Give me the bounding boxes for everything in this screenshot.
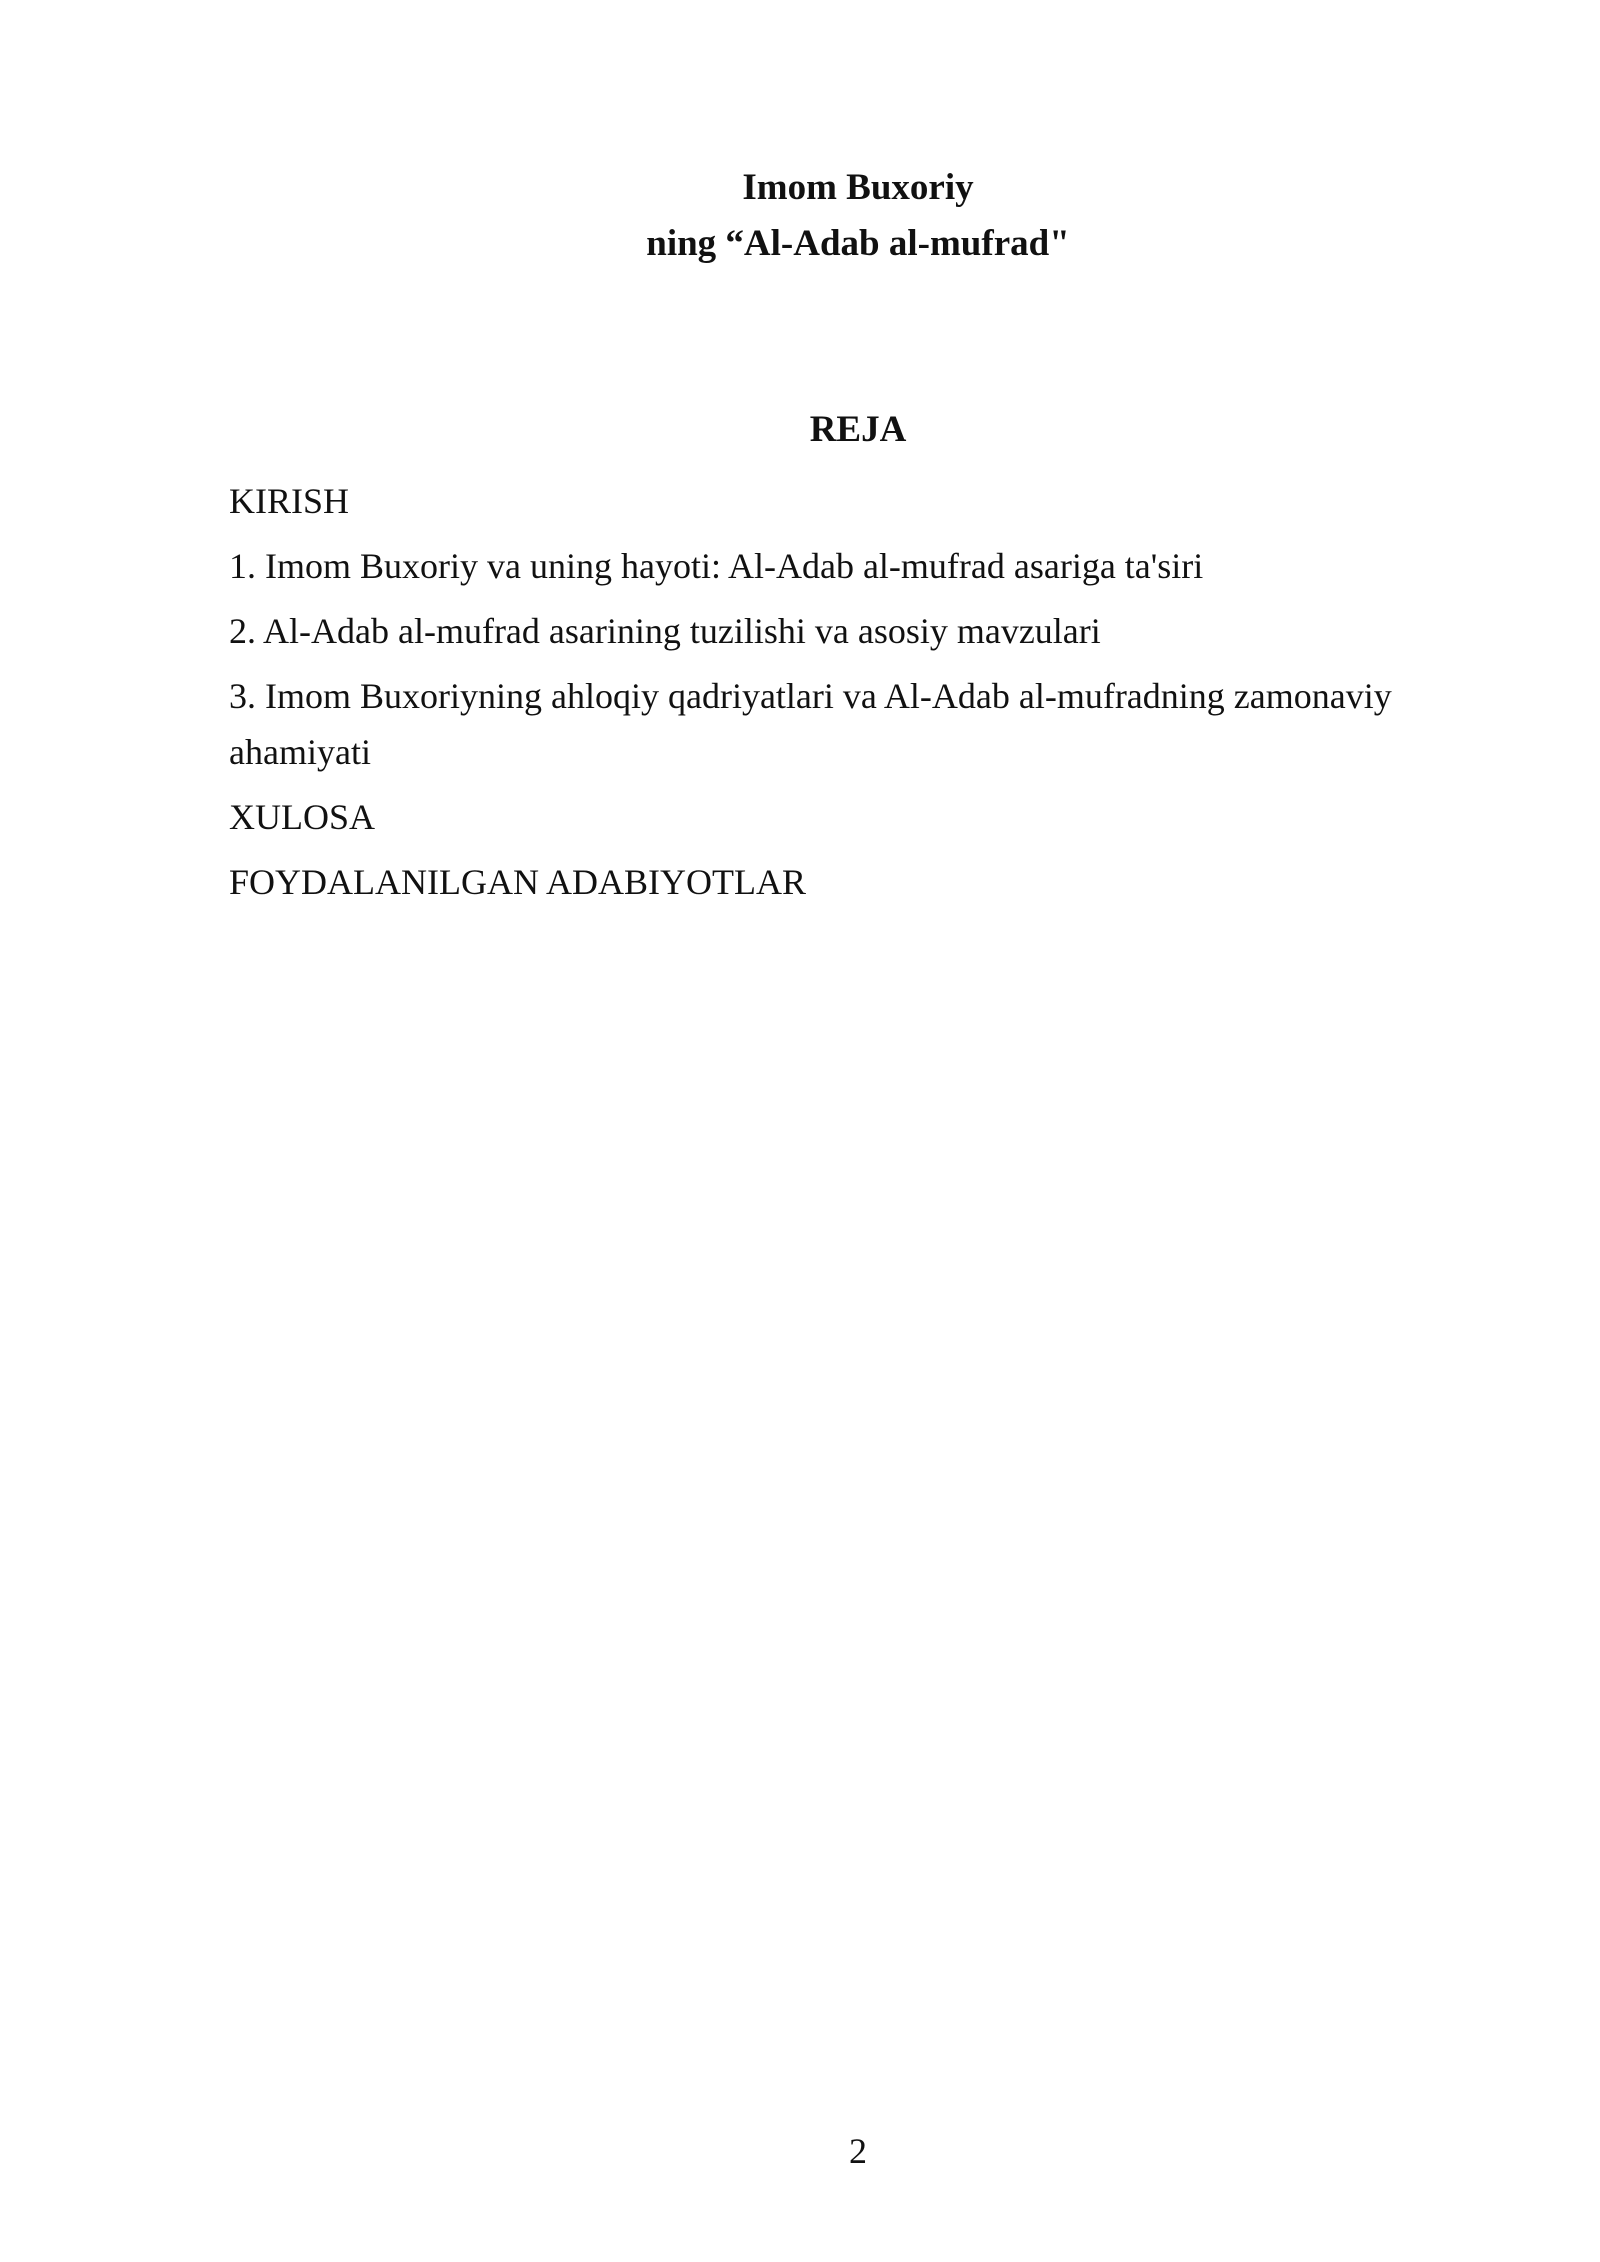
page-number: 2 <box>849 2131 867 2171</box>
plan-item-references: FOYDALANILGAN ADABIYOTLAR <box>229 862 806 902</box>
plan-item-1: 1. Imom Buxoriy va uning hayoti: Al-Adab al-mufrad asariga ta'siri <box>229 546 1204 586</box>
title-line-2: ning “Al-Adab al-mufrad" <box>646 223 1070 264</box>
title-line-1: Imom Buxoriy <box>742 167 974 208</box>
plan-item-2: 2. Al-Adab al-mufrad asarining tuzilishi va asosiy mavzulari <box>229 611 1101 651</box>
plan-heading: REJA <box>809 409 907 450</box>
plan-item-conclusion: XULOSA <box>229 797 376 837</box>
plan-item-introduction: KIRISH <box>229 481 350 521</box>
document-title <box>0 160 1600 272</box>
plan-item-3: 3. Imom Buxoriyning ahloqiy qadriyatlari va Al-Adab al-mufradning zamonaviy ahamiyati <box>229 676 1392 772</box>
plan-list <box>229 473 1469 919</box>
